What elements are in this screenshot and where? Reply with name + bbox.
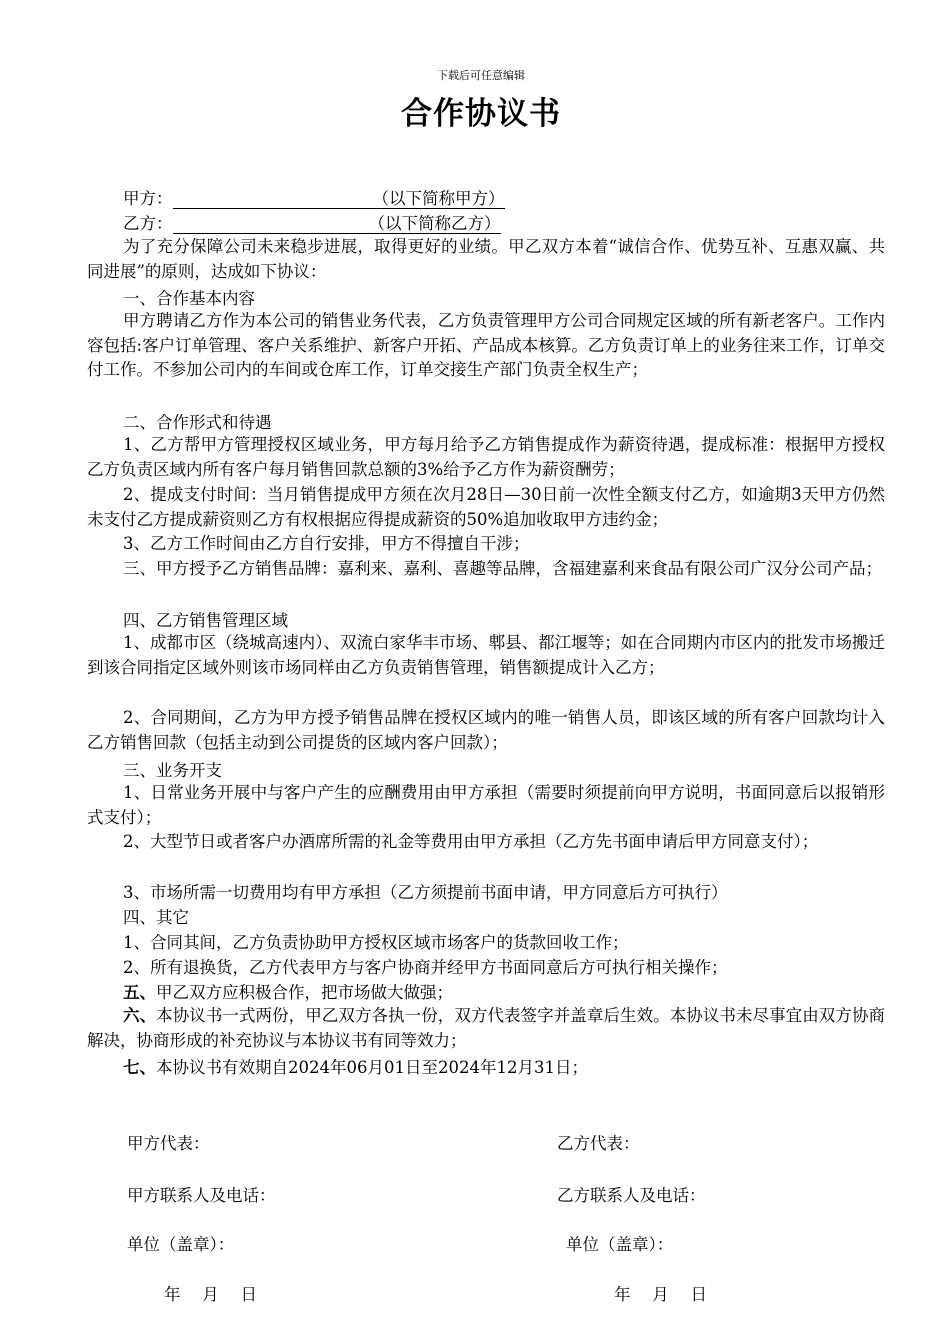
section-8-number: 六、 xyxy=(123,1006,157,1025)
party-b-label: 乙方： xyxy=(123,214,173,233)
party-b-date: 年 月 日 xyxy=(614,1285,707,1304)
section-7 xyxy=(123,979,453,1003)
section-6-item-1: 1、合同其间，乙方负责协助甲方授权区域市场客户的货款回收工作； xyxy=(123,933,629,952)
section-2-heading: 二、合作形式和待遇 xyxy=(123,413,272,432)
party-a-label: 甲方： xyxy=(123,189,173,208)
party-a-seal: 单位（盖章）： xyxy=(127,1235,235,1254)
header-note: 下载后可任意编辑 xyxy=(437,69,525,82)
party-a-blank xyxy=(173,189,373,209)
document-title: 合作协议书 xyxy=(401,96,561,132)
section-9-text: 本协议书有效期自2024年06月01日至2024年12月31日； xyxy=(156,1058,588,1077)
section-6-item-2: 2、所有退换货，乙方代表甲方与客户协商并经甲方书面同意后方可执行相关操作； xyxy=(123,958,728,977)
section-3-brands: 三、甲方授予乙方销售品牌：嘉利来、嘉利、喜趣等品牌，含福建嘉利来食品有限公司广汉分公司产品； xyxy=(123,559,882,578)
section-1-heading: 一、合作基本内容 xyxy=(123,289,255,308)
party-b-suffix: （以下简称乙方） xyxy=(368,214,501,233)
party-b-contact: 乙方联系人及电话： xyxy=(557,1186,706,1205)
section-5-item-1: 1、日常业务开展中与客户产生的应酬费用由甲方承担（需要时须提前向甲方说明，书面同意后以报销形式支付）； xyxy=(87,783,885,827)
section-2-item-1: 1、乙方帮甲方管理授权区域业务，甲方每月给予乙方销售提成作为薪资待遇，提成标准：根据甲方授权乙方负责区域内所有客户每月销售回款总额的3%给予乙方作为薪资酬劳； xyxy=(87,435,885,479)
party-a-suffix: （以下简称甲方） xyxy=(372,189,505,208)
party-b-representative: 乙方代表： xyxy=(557,1134,640,1153)
section-4-item-2: 2、合同期间，乙方为甲方授予销售品牌在授权区域内的唯一销售人员，即该区域的所有客户回款均计入乙方销售回款（包括主动到公司提货的区域内客户回款）； xyxy=(87,708,885,752)
section-5-item-3: 3、市场所需一切费用均有甲方承担（乙方须提前书面申请，甲方同意后方可执行） xyxy=(123,883,728,902)
section-2-item-2: 2、提成支付时间：当月销售提成甲方须在次月28日—30日前一次性全额支付乙方，如逾期3天甲方仍然未支付乙方提成薪资则乙方有权根据应得提成薪资的50%追加收取甲方违约金； xyxy=(87,485,885,529)
section-8-text: 本协议书一式两份，甲乙双方各执一份，双方代表签字并盖章后生效。本协议书未尽事宜由双方协商解决，协商形成的补充协议与本协议书有同等效力； xyxy=(87,1006,886,1050)
section-1-paragraph: 甲方聘请乙方作为本公司的销售业务代表，乙方负责管理甲方公司合同规定区域的所有新老客户。工作内容包括:客户订单管理、客户关系维护、新客户开拓、产品成本核算。乙方负责订单上的业务往来工作，订单交付工作。不参加公司内的车间或仓库工作，订单交接生产部门负责全权生产； xyxy=(87,311,885,380)
party-a-line xyxy=(123,185,505,209)
section-4-heading: 四、乙方销售管理区域 xyxy=(123,611,288,630)
intro-paragraph: 为了充分保障公司未来稳步进展，取得更好的业绩。甲乙双方本着“诚信合作、优势互补、互惠双赢、共同进展”的原则，达成如下协议： xyxy=(87,237,885,281)
party-a-date: 年 月 日 xyxy=(164,1285,257,1304)
party-b-blank xyxy=(173,214,369,234)
party-b-seal: 单位（盖章）： xyxy=(566,1235,674,1254)
party-a-representative: 甲方代表： xyxy=(127,1134,210,1153)
section-7-number: 五、 xyxy=(123,983,156,1002)
section-5-item-2: 2、大型节日或者客户办酒席所需的礼金等费用由甲方承担（乙方先书面申请后甲方同意支付）； xyxy=(123,832,819,851)
section-4-item-1: 1、成都市区（绕城高速内）、双流白家华丰市场、郫县、都江堰等；如在合同期内市区内的批发市场搬迁到该合同指定区域外则该市场同样由乙方负责销售管理，销售额提成计入乙方； xyxy=(87,633,885,677)
section-9 xyxy=(123,1054,588,1078)
section-6-heading: 四、其它 xyxy=(123,908,189,927)
party-b-line xyxy=(123,210,501,234)
section-8 xyxy=(87,1004,885,1053)
section-7-text: 甲乙双方应积极合作，把市场做大做强； xyxy=(156,983,453,1002)
section-5-heading: 三、业务开支 xyxy=(123,761,222,780)
section-9-number: 七、 xyxy=(123,1058,156,1077)
section-2-item-3: 3、乙方工作时间由乙方自行安排，甲方不得擅自干涉； xyxy=(123,534,530,553)
party-a-contact: 甲方联系人及电话： xyxy=(127,1186,276,1205)
